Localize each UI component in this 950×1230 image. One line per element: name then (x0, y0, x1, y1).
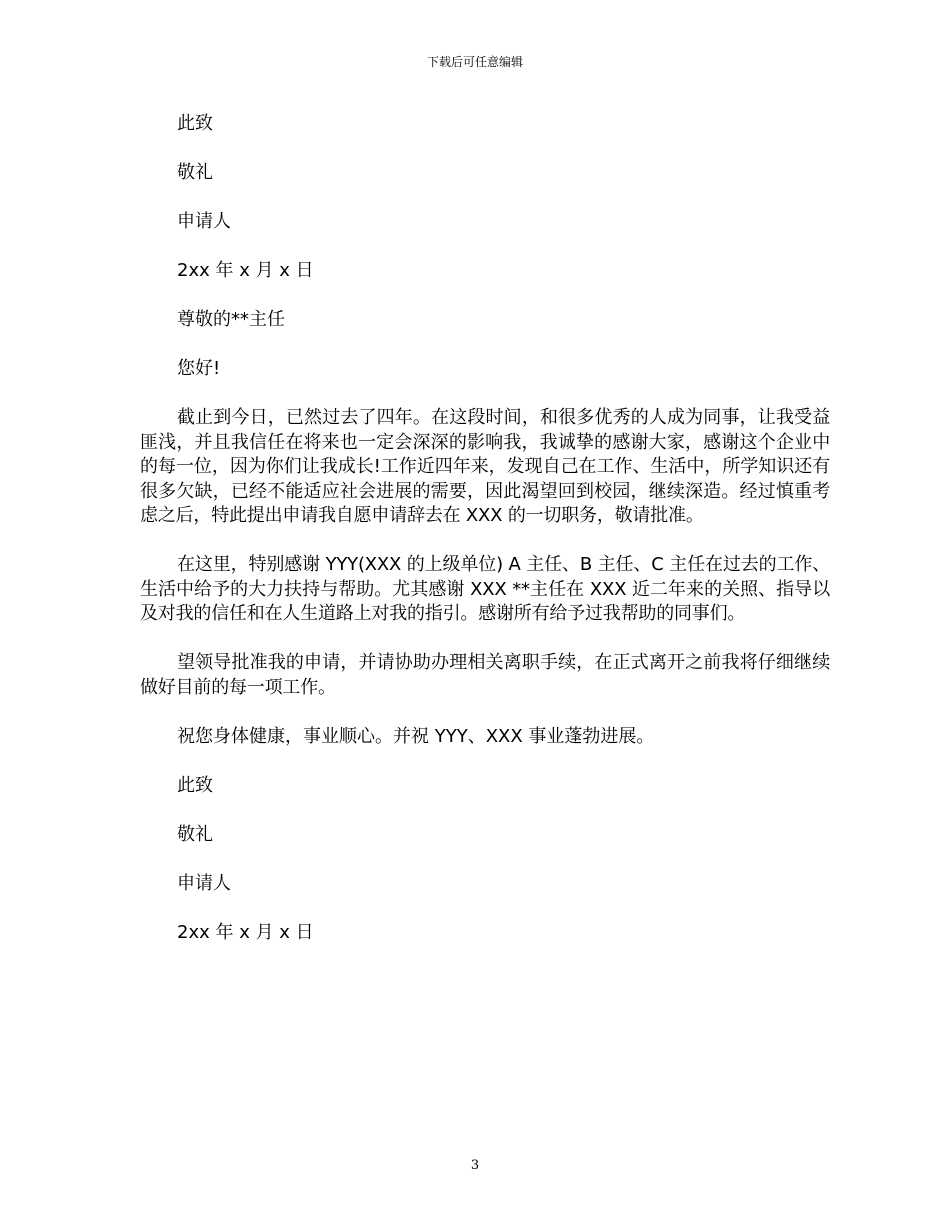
signer-label: 申请人 (177, 872, 231, 894)
closing-salutation: 此致 (177, 113, 213, 134)
signer-label: 申请人 (177, 211, 231, 232)
page-number: 3 (470, 1158, 480, 1173)
date-line: 2xx 年 x 月 x 日 (177, 921, 314, 943)
page-header: 下载后可任意编辑 (426, 55, 523, 69)
wishes-line: 祝您身体健康，事业顺心。并祝 YYY、XXX 事业蓬勃进展。 (177, 725, 655, 747)
recipient-line: 尊敬的**主任 (177, 309, 285, 330)
body-paragraph: 截止到今日，已然过去了四年。在这段时间，和很多优秀的人成为同事，让我受益匪浅，并且我信任在将来也一定会深深的影响我，我诚挚的感谢大家，感谢这个企业中的每一位，因为你们让我成长!工作近四年来，发现自己在工作、生活中，所学知识还有很多欠缺，已经不能适应社会进展的需要，因此渴望回到校园，继续深造。经过慎重考虑之后，特此提出申请我自愿申请辞去在 XXX 的一切职务，敬请批准。 (140, 407, 830, 526)
greeting-line: 您好! (177, 358, 221, 379)
closing-regards: 敬礼 (177, 823, 213, 845)
closing-regards: 敬礼 (177, 162, 213, 183)
body-paragraph: 望领导批准我的申请，并请协助办理相关离职手续，在正式离开之前我将仔细继续做好目前的每一项工作。 (140, 652, 830, 698)
letter-body (140, 112, 830, 970)
closing-salutation: 此致 (177, 774, 213, 796)
date-line: 2xx 年 x 月 x 日 (177, 260, 314, 281)
body-paragraph: 在这里，特别感谢 YYY(XXX 的上级单位) A 主任、B 主任、C 主任在过去的工作、生活中给予的大力扶持与帮助。尤其感谢 XXX **主任在 XXX 近二年来的关照、指导以及对我的信任和在人生道路上对我的指引。感谢所有给予过我帮助的同事们。 (140, 554, 830, 624)
